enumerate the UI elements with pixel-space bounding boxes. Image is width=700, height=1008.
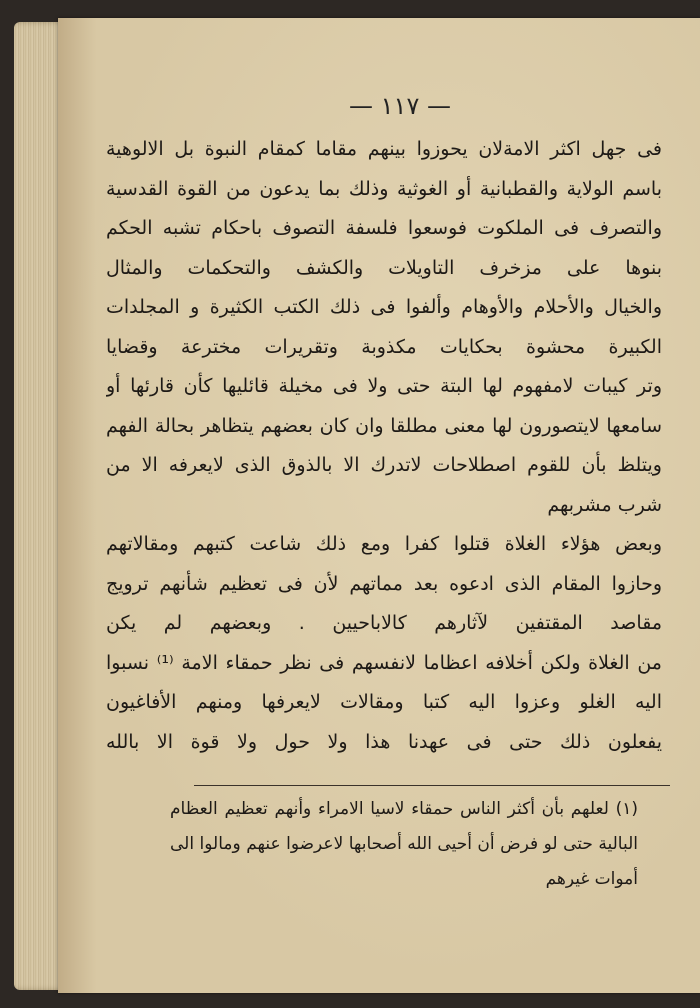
footnote-line: البالية حتى لو فرض أن أحيى الله أصحابها لاعرضوا عنهم ومالوا الى: [170, 834, 638, 854]
footnote-text: [170, 792, 638, 897]
body-line: باسم الولاية والقطبانية أو الغوثية وذلك بما يدعون من القوة القدسية: [106, 177, 662, 200]
footnote-line: أموات غيرهم: [545, 869, 638, 889]
body-line: ويتلظ بأن للقوم اصطلاحات لاتدرك الا بالذوق الذى لايعرفه الا من: [106, 454, 662, 476]
body-line: من الغلاة ولكن أخلافه اعظاما لانفسهم فى نظر حمقاء الامة ⁽¹⁾ نسبوا: [106, 651, 662, 674]
body-line: والخيال والأحلام والأوهام وألفوا فى ذلك الكتب الكثيرة و المجلدات: [106, 296, 662, 318]
body-line: الكبيرة محشوة بحكايات مكذوبة وتقريرات مخترعة وقضايا: [106, 335, 662, 358]
body-line: اليه الغلو وعزوا اليه كتبا ومقالات لايعرفها ومنهم الأفاغيون: [106, 691, 662, 713]
body-line: فى جهل اكثر الامةلان يحوزوا بينهم مقاما كمقام النبوة بل الالوهية: [106, 138, 662, 160]
body-line: شرب مشربهم: [547, 493, 662, 516]
footnote-divider: [194, 785, 670, 786]
body-line: وتر كيبات لامفهوم لها البتة حتى ولا فى مخيلة قائليها كأن قارئها أو: [106, 375, 662, 397]
page-number: — ١١٧ —: [349, 92, 451, 120]
body-line: يفعلون ذلك حتى فى عهدنا هذا ولا حول ولا قوة الا بالله: [106, 730, 662, 753]
body-line: سامعها لايتصورون لها معنى مطلقا وان كان بعضهم يتظاهر بحالة الفهم: [106, 414, 662, 437]
body-text: [106, 130, 662, 762]
body-line: والتصرف فى الملكوت فوسعوا فلسفة التصوف باحكام تشبه الحكم: [106, 217, 662, 239]
body-line: وحازوا المقام الذى ادعوه بعد مماتهم لأن فى تعظيم شأنهم ترويج: [106, 572, 662, 595]
body-line: مقاصد المقتفين لآثارهم كالاباحيين . وبعضهم لم يكن: [106, 612, 662, 634]
body-line: وبعض هؤلاء الغلاة قتلوا كفرا ومع ذلك شاعت كتبهم ومقالاتهم: [106, 533, 662, 555]
body-line: بنوها على مزخرف التاويلات والكشف والتحكمات والمثال: [106, 256, 662, 279]
footnote-line: (١) لعلهم بأن أكثر الناس حمقاء لاسيا الامراء وأنهم تعظيم العظام: [170, 799, 638, 819]
